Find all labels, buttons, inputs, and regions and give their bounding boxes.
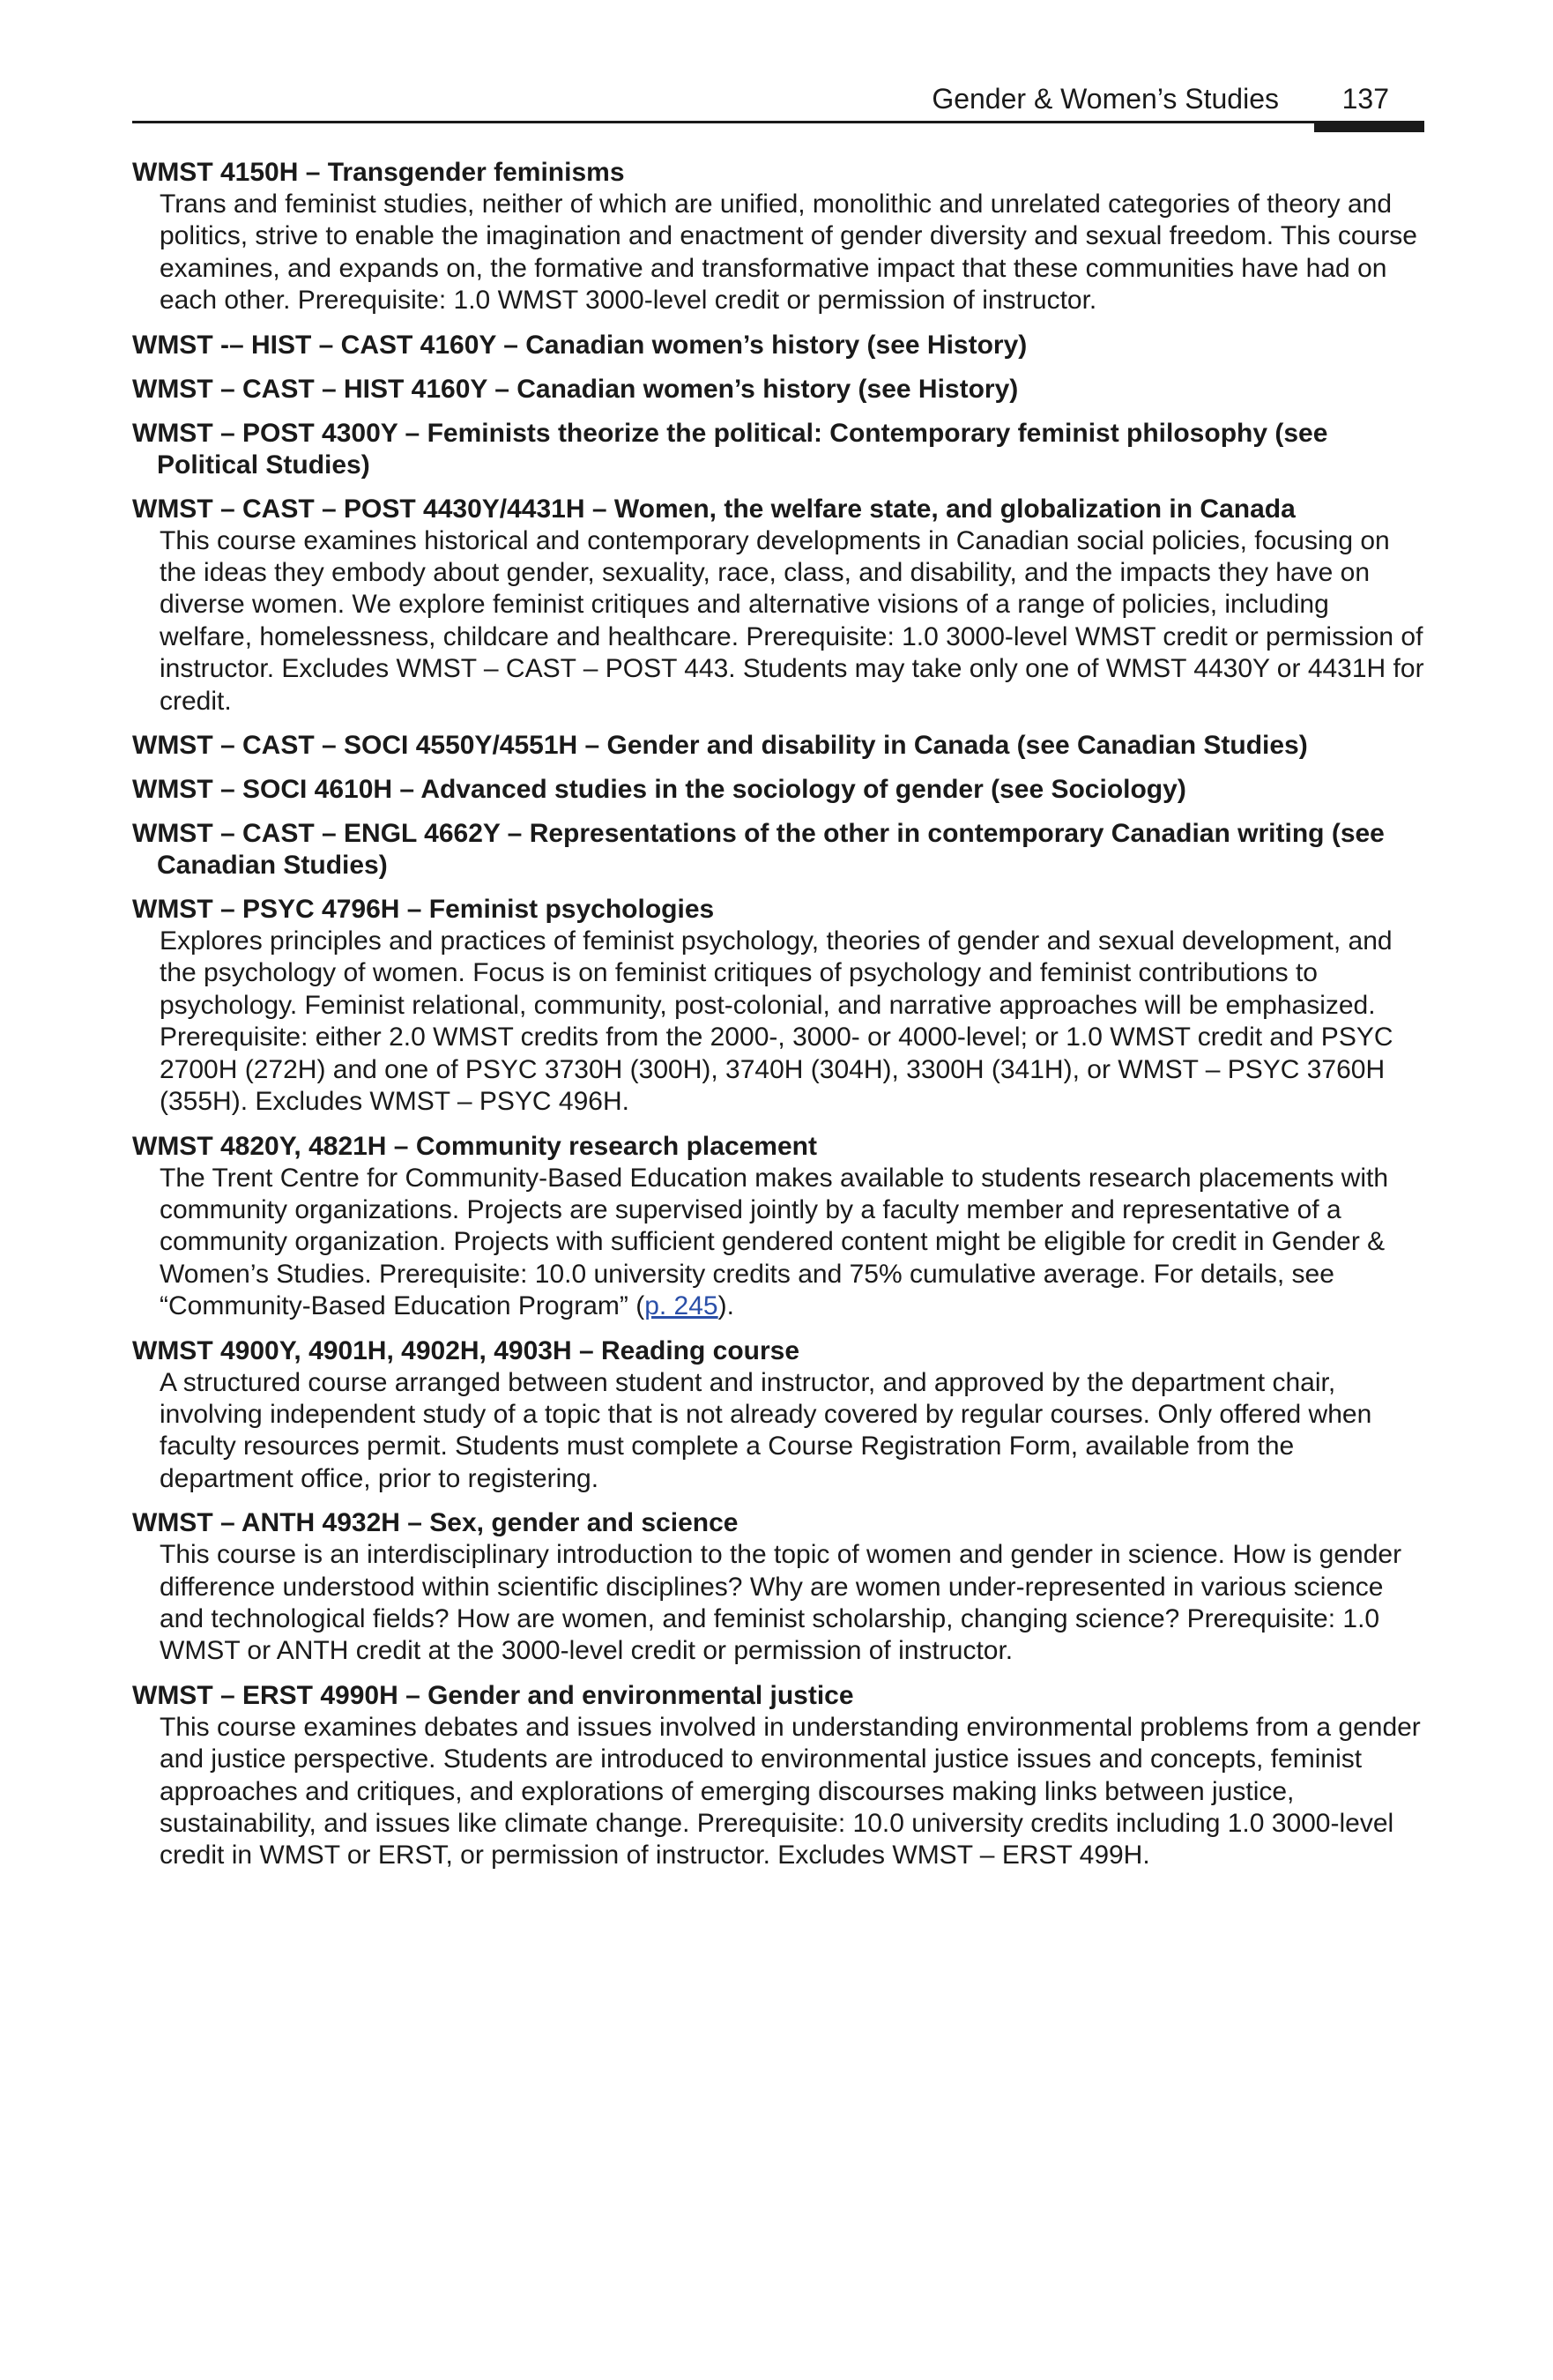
course-entry	[132, 374, 1428, 405]
course-description: This course examines historical and contemporary developments in Canadian social policies, focusing on the ideas they embody about gender, sexuality, race, class, and disability, and the impacts they have on diverse women. We explore feminist critiques and alternative visions of a range of policies, including welfare, homelessness, childcare and healthcare. Prerequisite: 1.0 3000-level WMST credit or permission of instructor. Excludes WMST – CAST – POST 443. Students may take only one of WMST 4430Y or 4431H for credit.	[160, 525, 1424, 716]
course-title: WMST 4900Y, 4901H, 4902H, 4903H – Reading course	[132, 1335, 800, 1365]
course-list	[132, 157, 1428, 1885]
course-description-text-end: ).	[717, 1291, 734, 1321]
page-number: 137	[1341, 83, 1389, 115]
course-description: This course examines debates and issues involved in understanding environmental problems from a gender and justice perspective. Students are introduced to environmental justice issues and concepts, feminist approaches and critiques, and explorations of emerging discourses making links between justice, sustainability, and issues like climate change. Prerequisite: 10.0 university credits including 1.0 3000-level credit in WMST or ERST, or permission of instructor. Excludes WMST – ERST 499H.	[160, 1712, 1421, 1871]
page-reference-link[interactable]: p. 245	[644, 1291, 718, 1321]
course-title: WMST – POST 4300Y – Feminists theorize the political: Contemporary feminist philosophy (see Political Studies)	[132, 418, 1328, 480]
course-title: WMST – CAST – HIST 4160Y – Canadian women’s history (see History)	[132, 374, 1019, 404]
course-title: WMST – SOCI 4610H – Advanced studies in the sociology of gender (see Sociology)	[132, 775, 1186, 805]
course-entry	[132, 494, 1428, 718]
header-rule	[132, 121, 1424, 123]
running-head-section: Gender & Women’s Studies	[932, 83, 1279, 115]
course-description-text: The Trent Centre for Community-Based Education makes available to students research placements with community organizations. Projects are supervised jointly by a faculty member and representative of a community organization. Projects with sufficient gendered content might be eligible for credit in Gender & Women’s Studies. Prerequisite: 10.0 university credits and 75% cumulative average. For details, see “Community-Based Education Program” (	[160, 1163, 1389, 1321]
course-entry	[132, 418, 1428, 481]
course-entry	[132, 1680, 1428, 1872]
page-header	[132, 78, 1424, 123]
course-entry	[132, 157, 1428, 317]
course-title: WMST – CAST – POST 4430Y/4431H – Women, the welfare state, and globalization in Canada	[132, 494, 1296, 524]
course-entry	[132, 818, 1428, 881]
course-entry	[132, 730, 1428, 762]
course-entry	[132, 1507, 1428, 1668]
course-title: WMST 4820Y, 4821H – Community research placement	[132, 1131, 817, 1161]
course-entry	[132, 330, 1428, 361]
course-description	[132, 1163, 1428, 1323]
course-description: This course is an interdisciplinary introduction to the topic of women and gender in science. How is gender difference understood within scientific disciplines? Why are women under-represented in various science and technological fields? How are women, and feminist scholarship, changing science? Prerequisite: 1.0 WMST or ANTH credit at the 3000-level credit or permission of instructor.	[160, 1540, 1402, 1666]
course-title: WMST – ERST 4990H – Gender and environmental justice	[132, 1680, 854, 1710]
course-title: WMST – PSYC 4796H – Feminist psychologies	[132, 895, 715, 925]
header-tab-block	[1314, 121, 1424, 132]
course-title: WMST 4150H – Transgender feminisms	[132, 158, 625, 187]
course-title: WMST -– HIST – CAST 4160Y – Canadian women’s history (see History)	[132, 330, 1028, 360]
course-entry	[132, 894, 1428, 1118]
course-entry	[132, 774, 1428, 806]
course-title: WMST – CAST – ENGL 4662Y – Representations of the other in contemporary Canadian writing (see Canadian Studies)	[132, 819, 1385, 881]
course-entry	[132, 1131, 1428, 1323]
course-description: A structured course arranged between student and instructor, and approved by the department chair, involving independent study of a topic that is not already covered by regular courses. Only offered when faculty resources permit. Students must complete a Course Registration Form, available from the department office, prior to registering.	[160, 1367, 1372, 1493]
course-description: Explores principles and practices of feminist psychology, theories of gender and sexual development, and the psychology of women. Focus is on feminist critiques of psychology and feminist contributions to psychology. Feminist relational, community, post-colonial, and narrative approaches will be emphasized. Prerequisite: either 2.0 WMST credits from the 2000-, 3000- or 4000-level; or 1.0 WMST credit and PSYC 2700H (272H) and one of PSYC 3730H (300H), 3740H (304H), 3300H (341H), or WMST – PSYC 3760H (355H). Excludes WMST – PSYC 496H.	[160, 926, 1393, 1117]
course-description: Trans and feminist studies, neither of which are unified, monolithic and unrelated categories of theory and politics, strive to enable the imagination and enactment of gender diversity and sexual freedom. This course examines, and expands on, the formative and transformative impact that these communities have had on each other. Prerequisite: 1.0 WMST 3000-level credit or permission of instructor.	[160, 190, 1417, 316]
course-title: WMST – ANTH 4932H – Sex, gender and science	[132, 1508, 739, 1538]
course-title: WMST – CAST – SOCI 4550Y/4551H – Gender and disability in Canada (see Canadian Studies)	[132, 731, 1308, 761]
course-entry	[132, 1335, 1428, 1496]
